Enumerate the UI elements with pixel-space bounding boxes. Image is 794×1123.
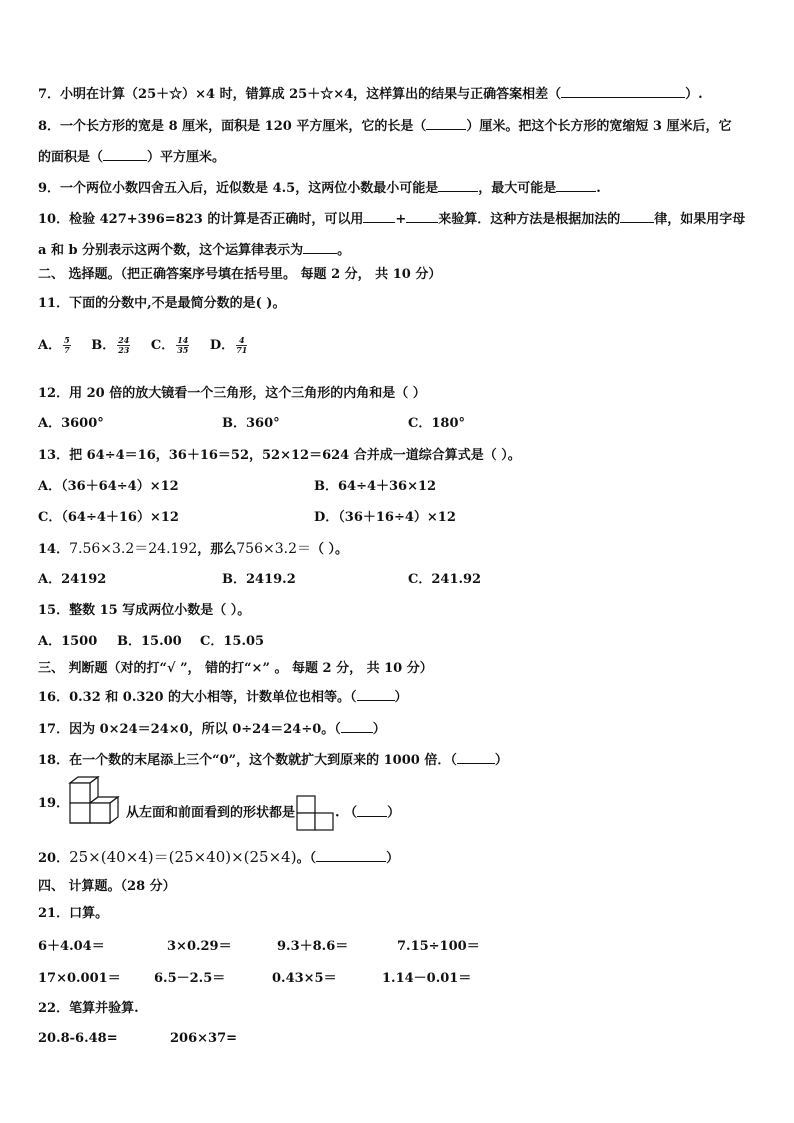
option-c[interactable]: C．15.05 <box>200 634 265 649</box>
answer-blank[interactable] <box>316 847 386 862</box>
section-4-heading: 四、 计算题。（28 分） <box>38 879 176 894</box>
option-label: D． <box>209 338 235 353</box>
question-20 <box>38 847 399 868</box>
question-14 <box>38 540 348 559</box>
question-17 <box>38 718 386 739</box>
question-18-end: ） <box>494 753 508 768</box>
answer-blank[interactable] <box>406 208 438 223</box>
option-b[interactable]: B．360° <box>222 416 280 431</box>
question-10-text: a 和 b 分别表示这两个数，这个运算律表示为 <box>38 243 304 258</box>
answer-blank[interactable] <box>103 146 147 161</box>
question-17-end: ） <box>372 722 386 737</box>
question-15: 15．整数 15 写成两位小数是（ ）。 <box>38 603 251 618</box>
fraction <box>236 336 247 355</box>
option-a[interactable]: A．3600° <box>38 416 104 431</box>
option-c[interactable]: C．180° <box>408 416 465 431</box>
question-7-end: ）. <box>685 87 703 102</box>
oral-calc-item: 9.3＋8.6＝ <box>277 939 349 954</box>
section-3-heading: 三、 判断题（对的打“√ ”， 错的打“×” 。 每题 2 分， 共 10 分） <box>38 661 433 676</box>
question-7-text: 7．小明在计算（25＋☆）×4 时，错算成 25＋☆×4，这样算出的结果与正确答案相差（ <box>38 87 562 102</box>
oral-calc-item: 6.5－2.5＝ <box>154 971 226 986</box>
numerator: 5 <box>64 335 70 345</box>
question-11-options <box>38 334 263 358</box>
option-c[interactable] <box>151 334 190 358</box>
question-19-end: ） <box>387 805 401 821</box>
fraction <box>63 336 71 355</box>
question-10-line-1 <box>38 208 745 229</box>
answer-shape-figure <box>296 795 334 831</box>
question-8-text: ）平方厘米。 <box>147 150 226 165</box>
denominator: 23 <box>118 345 130 355</box>
plus-sign: + <box>395 212 407 227</box>
question-8-line-1 <box>38 115 731 136</box>
question-21: 21．口算。 <box>38 906 109 921</box>
option-a[interactable] <box>38 334 71 358</box>
answer-blank[interactable] <box>341 718 373 733</box>
section-2-heading: 二、 选择题。（把正确答案序号填在括号里。 每题 2 分， 共 10 分） <box>38 267 442 282</box>
option-b[interactable]: B．64÷4＋36×12 <box>314 479 437 494</box>
oral-calc-item: 7.15÷100＝ <box>397 939 480 954</box>
question-19-text: . （ <box>335 805 358 821</box>
answer-blank[interactable] <box>561 83 685 98</box>
math-expression: 25×(40×4)＝(25×40)×(25×4) <box>69 848 297 866</box>
question-9 <box>38 177 601 198</box>
question-7 <box>38 83 703 104</box>
question-19 <box>126 795 400 831</box>
oral-calc-item: 17×0.001＝ <box>38 971 121 986</box>
question-20-text: 。（ <box>296 851 317 866</box>
option-c[interactable]: C．（64÷4＋16）×12 <box>38 510 179 525</box>
option-c[interactable]: C．241.92 <box>408 572 482 587</box>
question-number: 20． <box>38 851 70 866</box>
question-9-text: ，最大可能是 <box>478 181 557 196</box>
oral-calc-item: 3×0.29＝ <box>167 939 232 954</box>
question-11: 11．下面的分数中,不是最简分数的是( )。 <box>38 296 286 311</box>
question-10-text: 来验算．这种方法是根据加法的 <box>438 212 621 227</box>
cube-stack-figure <box>64 775 126 833</box>
question-8-text: 的面积是（ <box>38 150 104 165</box>
numerator: 4 <box>236 336 247 346</box>
oral-calc-item: 6＋4.04＝ <box>38 939 105 954</box>
question-14-text: ，那么 <box>197 542 237 557</box>
numerator: 24 <box>118 335 130 345</box>
option-label: A． <box>38 338 62 353</box>
question-19-label: 19． <box>38 796 70 811</box>
denominator: 7 <box>64 345 70 355</box>
question-16-text: 16．0.32 和 0.320 的大小相等，计数单位也相等。（ <box>38 690 357 705</box>
answer-blank[interactable] <box>438 177 478 192</box>
option-b[interactable]: B．2419.2 <box>222 572 296 587</box>
question-16 <box>38 686 408 707</box>
math-expression: 7.56×3.2＝24.192 <box>69 541 198 557</box>
question-8-text: 8．一个长方形的宽是 8 厘米，面积是 120 平方厘米，它的长是（ <box>38 119 427 134</box>
denominator: 35 <box>177 345 189 355</box>
question-10-text: 律，如果用字母 <box>654 212 746 227</box>
question-17-text: 17．因为 0×24＝24×0，所以 0÷24＝24÷0。（ <box>38 722 341 737</box>
oral-calc-item: 0.43×5＝ <box>272 971 337 986</box>
question-10-text: 10．检验 427+396=823 的计算是否正确时，可以用 <box>38 212 364 227</box>
written-calc-item: 206×37= <box>170 1031 238 1046</box>
question-18 <box>38 749 508 770</box>
question-10-end: 。 <box>337 243 351 258</box>
question-9-text: 9．一个两位小数四舍五入后，近似数是 4.5，这两位小数最小可能是 <box>38 181 439 196</box>
answer-blank[interactable] <box>357 686 395 701</box>
fraction <box>176 336 189 355</box>
option-a[interactable]: A．（36＋64÷4）×12 <box>38 479 179 494</box>
option-a[interactable]: A．1500 <box>38 634 98 649</box>
answer-blank[interactable] <box>426 115 466 130</box>
fraction <box>117 336 130 355</box>
question-12: 12．用 20 倍的放大镜看一个三角形，这个三角形的内角和是（ ） <box>38 386 426 401</box>
question-13: 13．把 64÷4＝16，36＋16＝52，52×12＝624 合并成一道综合算式是（ ）。 <box>38 448 521 463</box>
option-b[interactable] <box>91 334 130 358</box>
answer-blank[interactable] <box>556 177 596 192</box>
math-expression: 756×3.2＝ <box>236 541 311 557</box>
answer-blank[interactable] <box>620 208 654 223</box>
answer-blank[interactable] <box>357 802 387 817</box>
question-20-end: ） <box>386 851 400 866</box>
question-19-text: 从左面和前面看到的形状都是 <box>126 805 296 821</box>
option-d[interactable]: D．（36＋16÷4）×12 <box>314 510 456 525</box>
option-d[interactable] <box>210 334 247 358</box>
answer-blank[interactable] <box>303 239 337 254</box>
question-8-line-2 <box>38 146 225 167</box>
oral-calc-item: 1.14－0.01＝ <box>382 971 472 986</box>
question-14-end: （ ）。 <box>310 542 349 557</box>
denominator: 71 <box>236 345 248 355</box>
question-22: 22．笔算并验算. <box>38 1001 139 1016</box>
answer-blank[interactable] <box>457 749 495 764</box>
question-9-end: . <box>596 181 601 196</box>
option-label: B． <box>91 338 116 353</box>
numerator: 14 <box>177 335 189 345</box>
option-label: C． <box>150 338 175 353</box>
written-calc-item: 20.8-6.48= <box>38 1031 118 1046</box>
question-8-text: ）厘米。把这个长方形的宽缩短 3 厘米后，它 <box>466 119 732 134</box>
option-a[interactable]: A．24192 <box>38 572 107 587</box>
question-16-end: ） <box>394 690 408 705</box>
option-b[interactable]: B．15.00 <box>117 634 182 649</box>
answer-blank[interactable] <box>363 208 395 223</box>
question-10-line-2 <box>38 239 350 260</box>
question-18-text: 18．在一个数的末尾添上三个“0”，这个数就扩大到原来的 1000 倍．（ <box>38 753 457 768</box>
question-number: 14． <box>38 542 70 557</box>
